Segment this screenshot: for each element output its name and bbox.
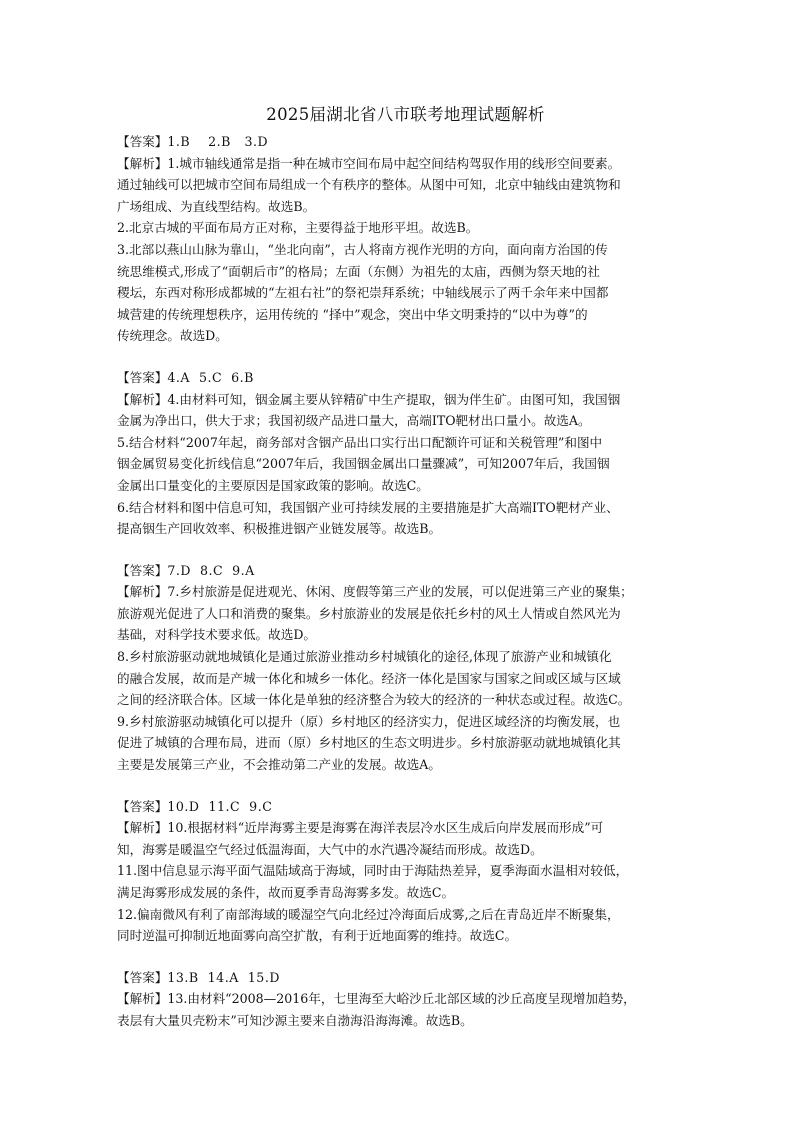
answer-tag: 【答案】 (117, 562, 168, 578)
analysis-line (117, 988, 682, 1010)
analysis-line: 之间的经济联合体。区域一体化是单独的经济整合为较大的经济的一种状态或过程。故选C。 (117, 692, 631, 708)
analysis-line: 金属为净出口，供大于求；我国初级产品进口量大，高端ITO靶材出口量小。故选A。 (117, 413, 591, 429)
analysis-line: 传统理念。故选D。 (117, 328, 228, 344)
answer-line (117, 967, 682, 989)
analysis-text: 1.城市轴线通常是指一种在城市空间布局中起空间结构驾驭作用的线形空间要素。 (167, 155, 621, 171)
answer-line (117, 560, 682, 582)
analysis-line: 3.北部以燕山山脉为靠山，“坐北向南”，古人将南方视作光明的方向，面向南方治国的传 (117, 241, 608, 257)
answer-values: 4.A 5.C 6.B (167, 369, 254, 385)
analysis-line: 9.乡村旅游驱动城镇化可以提升（原）乡村地区的经济实力，促进区域经济的均衡发展，也 (117, 713, 621, 729)
analysis-line: 通过轴线可以把城市空间布局组成一个有秩序的整体。从图中可知，北京中轴线由建筑物和 (117, 177, 621, 193)
analysis-line: 满足海雾形成发展的条件，故而夏季青岛海雾多发。故选C。 (117, 885, 455, 900)
analysis-tag: 【解析】 (117, 820, 168, 836)
answer-values: 10.D 11.C 9.C (167, 798, 273, 814)
analysis-line: 5.结合材料“2007年起，商务部对含铟产品出口实行出口配额许可证和关税管理”和图中 (117, 434, 603, 450)
answer-tag: 【答案】 (117, 969, 168, 985)
analysis-line: 旅游观光促进了人口和消费的聚集。乡村旅游业的发展是依托乡村的风土人情或自然风光为 (117, 605, 621, 621)
analysis-line (117, 581, 682, 603)
page-title: 2025届湖北省八市联考地理试题解析 (266, 105, 545, 124)
analysis-line: 2.北京古城的平面布局方正对称，主要得益于地形平坦。故选B。 (117, 220, 479, 236)
answer-block-3 (117, 560, 682, 776)
answer-values: 7.D 8.C 9.A (167, 562, 255, 578)
answer-tag: 【答案】 (117, 369, 168, 385)
analysis-line: 广场组成、为直线型结构。故选B。 (117, 198, 316, 214)
analysis-line: 11.图中信息显示海平面气温陆域高于海域，同时由于海陆热差异，夏季海面水温相对较低， (117, 863, 629, 879)
analysis-line: 稷坛，东西对称形成都城的“左祖右社”的祭祀崇拜系统；中轴线展示了两千余年来中国都 (117, 285, 609, 301)
analysis-line: 主要是发展第三产业，不会推动第二产业的发展。故选A。 (117, 757, 441, 773)
answer-tag: 【答案】 (117, 134, 168, 149)
answer-line (117, 367, 682, 389)
analysis-line: 统思维模式,形成了“面朝后市”的格局；左面（东侧）为祖先的太庙，西侧为祭天地的社 (117, 263, 600, 279)
answer-block-5 (117, 967, 682, 1032)
analysis-text: 7.乡村旅游是促进观光、休闲、度假等第三产业的发展，可以促进第三产业的聚集； (167, 584, 633, 600)
analysis-line: 提高铟生产回收效率、积极推进铟产业链发展等。故选B。 (117, 521, 442, 537)
answer-line (117, 131, 682, 153)
answer-tag: 【答案】 (117, 798, 168, 814)
analysis-line: 基础，对科学技术要求低。故选D。 (117, 627, 317, 643)
analysis-line (117, 389, 682, 411)
answer-block-4 (117, 796, 682, 947)
analysis-line (117, 153, 682, 175)
analysis-line: 同时逆温可抑制近地面雾向高空扩散，有利于近地面雾的维持。故选C。 (117, 928, 518, 944)
analysis-tag: 【解析】 (117, 155, 168, 171)
analysis-line: 的融合发展，故而是产城一体化和城乡一体化。经济一体化是国家与国家之间或区域与区域 (117, 670, 621, 686)
analysis-text: 4.由材料可知，铟金属主要从锌精矿中生产提取，铟为伴生矿。由图可知，我国铟 (167, 391, 621, 407)
analysis-tag: 【解析】 (117, 991, 168, 1007)
analysis-line: 6.结合材料和图中信息可知，我国铟产业可持续发展的主要措施是扩大高端ITO靶材产业、 (117, 499, 619, 515)
answer-values: 13.B 14.A 15.D (167, 969, 280, 985)
analysis-line: 知，海雾是暖温空气经过低温海面，大气中的水汽遇冷凝结而形成。故选D。 (117, 841, 543, 857)
analysis-line: 金属出口量变化的主要原因是国家政策的影响。故选C。 (117, 477, 429, 493)
answer-line (117, 796, 682, 818)
analysis-line: 铟金属贸易变化折线信息“2007年后，我国铟金属出口量骤减”，可知2007年后，我国铟 (117, 456, 610, 472)
analysis-text: 10.根据材料“近岸海雾主要是海雾在海洋表层冷水区生成后向岸发展而形成”可 (167, 820, 604, 836)
analysis-line: 城营建的传统理想秩序，运用传统的 “择中”观念，突出中华文明秉持的“以中为尊”的 (117, 306, 588, 322)
analysis-tag: 【解析】 (117, 584, 168, 600)
analysis-line: 12.偏南微风有利了南部海域的暖湿空气向北经过冷海面后成雾,之后在青岛近岸不断聚集， (117, 906, 620, 922)
analysis-line: 表层有大量贝壳粉末”可知沙源主要来自渤海沿海海滩。故选B。 (117, 1012, 473, 1028)
analysis-text: 13.由材料“2008—2016年，七里海至大峪沙丘北部区域的沙丘高度呈现增加趋势， (167, 991, 636, 1007)
analysis-line: 8.乡村旅游驱动就地城镇化是通过旅游业推动乡村城镇化的途径,体现了旅游产业和城镇化 (117, 649, 612, 665)
document-page (117, 104, 682, 1052)
answer-values: 1.B 2.B 3.D (167, 134, 269, 149)
analysis-tag: 【解析】 (117, 391, 168, 407)
analysis-line: 促进了城镇的合理布局，进而（原）乡村地区的生态文明进步。乡村旅游驱动就地城镇化其 (117, 735, 621, 751)
answer-block-2 (117, 367, 682, 540)
answer-block-1 (117, 131, 682, 347)
analysis-line (117, 817, 682, 839)
